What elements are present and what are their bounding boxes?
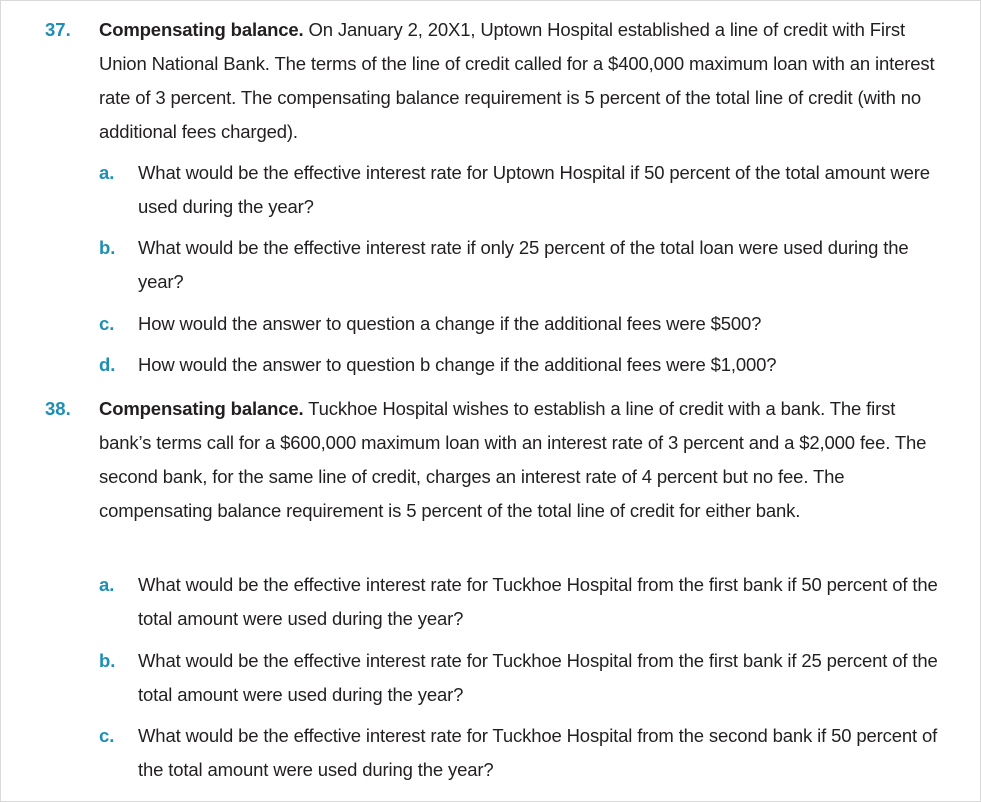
item-text: How would the answer to question a change if the additional fees were $500? xyxy=(138,313,762,334)
problem-title: Compensating balance. xyxy=(99,19,304,40)
problem-number: 37. xyxy=(45,19,71,40)
item-label: b. xyxy=(99,650,116,671)
item-label: d. xyxy=(99,354,116,375)
item-text: What would be the effective interest rate for Uptown Hospital if 50 percent of the total amount were used during the year? xyxy=(138,162,930,217)
problem-title: Compensating balance. xyxy=(99,398,304,419)
item-text: What would be the effective interest rate for Tuckhoe Hospital from the second bank if 50 percent of the total amount were used during the year? xyxy=(138,725,938,780)
item-text: What would be the effective interest rate for Tuckhoe Hospital from the first bank if 50 percent of the total amount were used during the year? xyxy=(138,574,938,629)
problem-number: 38. xyxy=(45,398,71,419)
item-label: a. xyxy=(99,574,115,595)
item-text: What would be the effective interest rate for Tuckhoe Hospital from the first bank if 25 percent of the total amount were used during the year? xyxy=(138,650,938,705)
item-label: b. xyxy=(99,237,116,258)
item-label: c. xyxy=(99,313,115,334)
item-label: c. xyxy=(99,725,115,746)
item-label: a. xyxy=(99,162,115,183)
item-text: How would the answer to question b change if the additional fees were $1,000? xyxy=(138,354,777,375)
problem-text: Tuckhoe Hospital wishes to establish a line of credit with a bank. The first bank’s terms call for a $600,000 maximum loan with an interest rate of 3 percent and a $2,000 fee. The second bank, for the same line of credit, charges an interest rate of 4 percent but no fee. The compensating balance requirement is 5 percent of the total line of credit for either bank. xyxy=(99,398,927,521)
problem-text: On January 2, 20X1, Uptown Hospital established a line of credit with First Union National Bank. The terms of the line of credit called for a $400,000 maximum loan with an interest rate of 3 percent. The compensating balance requirement is 5 percent of the total line of credit (with no additional fees charged). xyxy=(99,19,935,142)
problem-body xyxy=(99,392,945,528)
problem-body xyxy=(99,13,945,149)
item-text: What would be the effective interest rate if only 25 percent of the total loan were used during the year? xyxy=(138,237,909,292)
